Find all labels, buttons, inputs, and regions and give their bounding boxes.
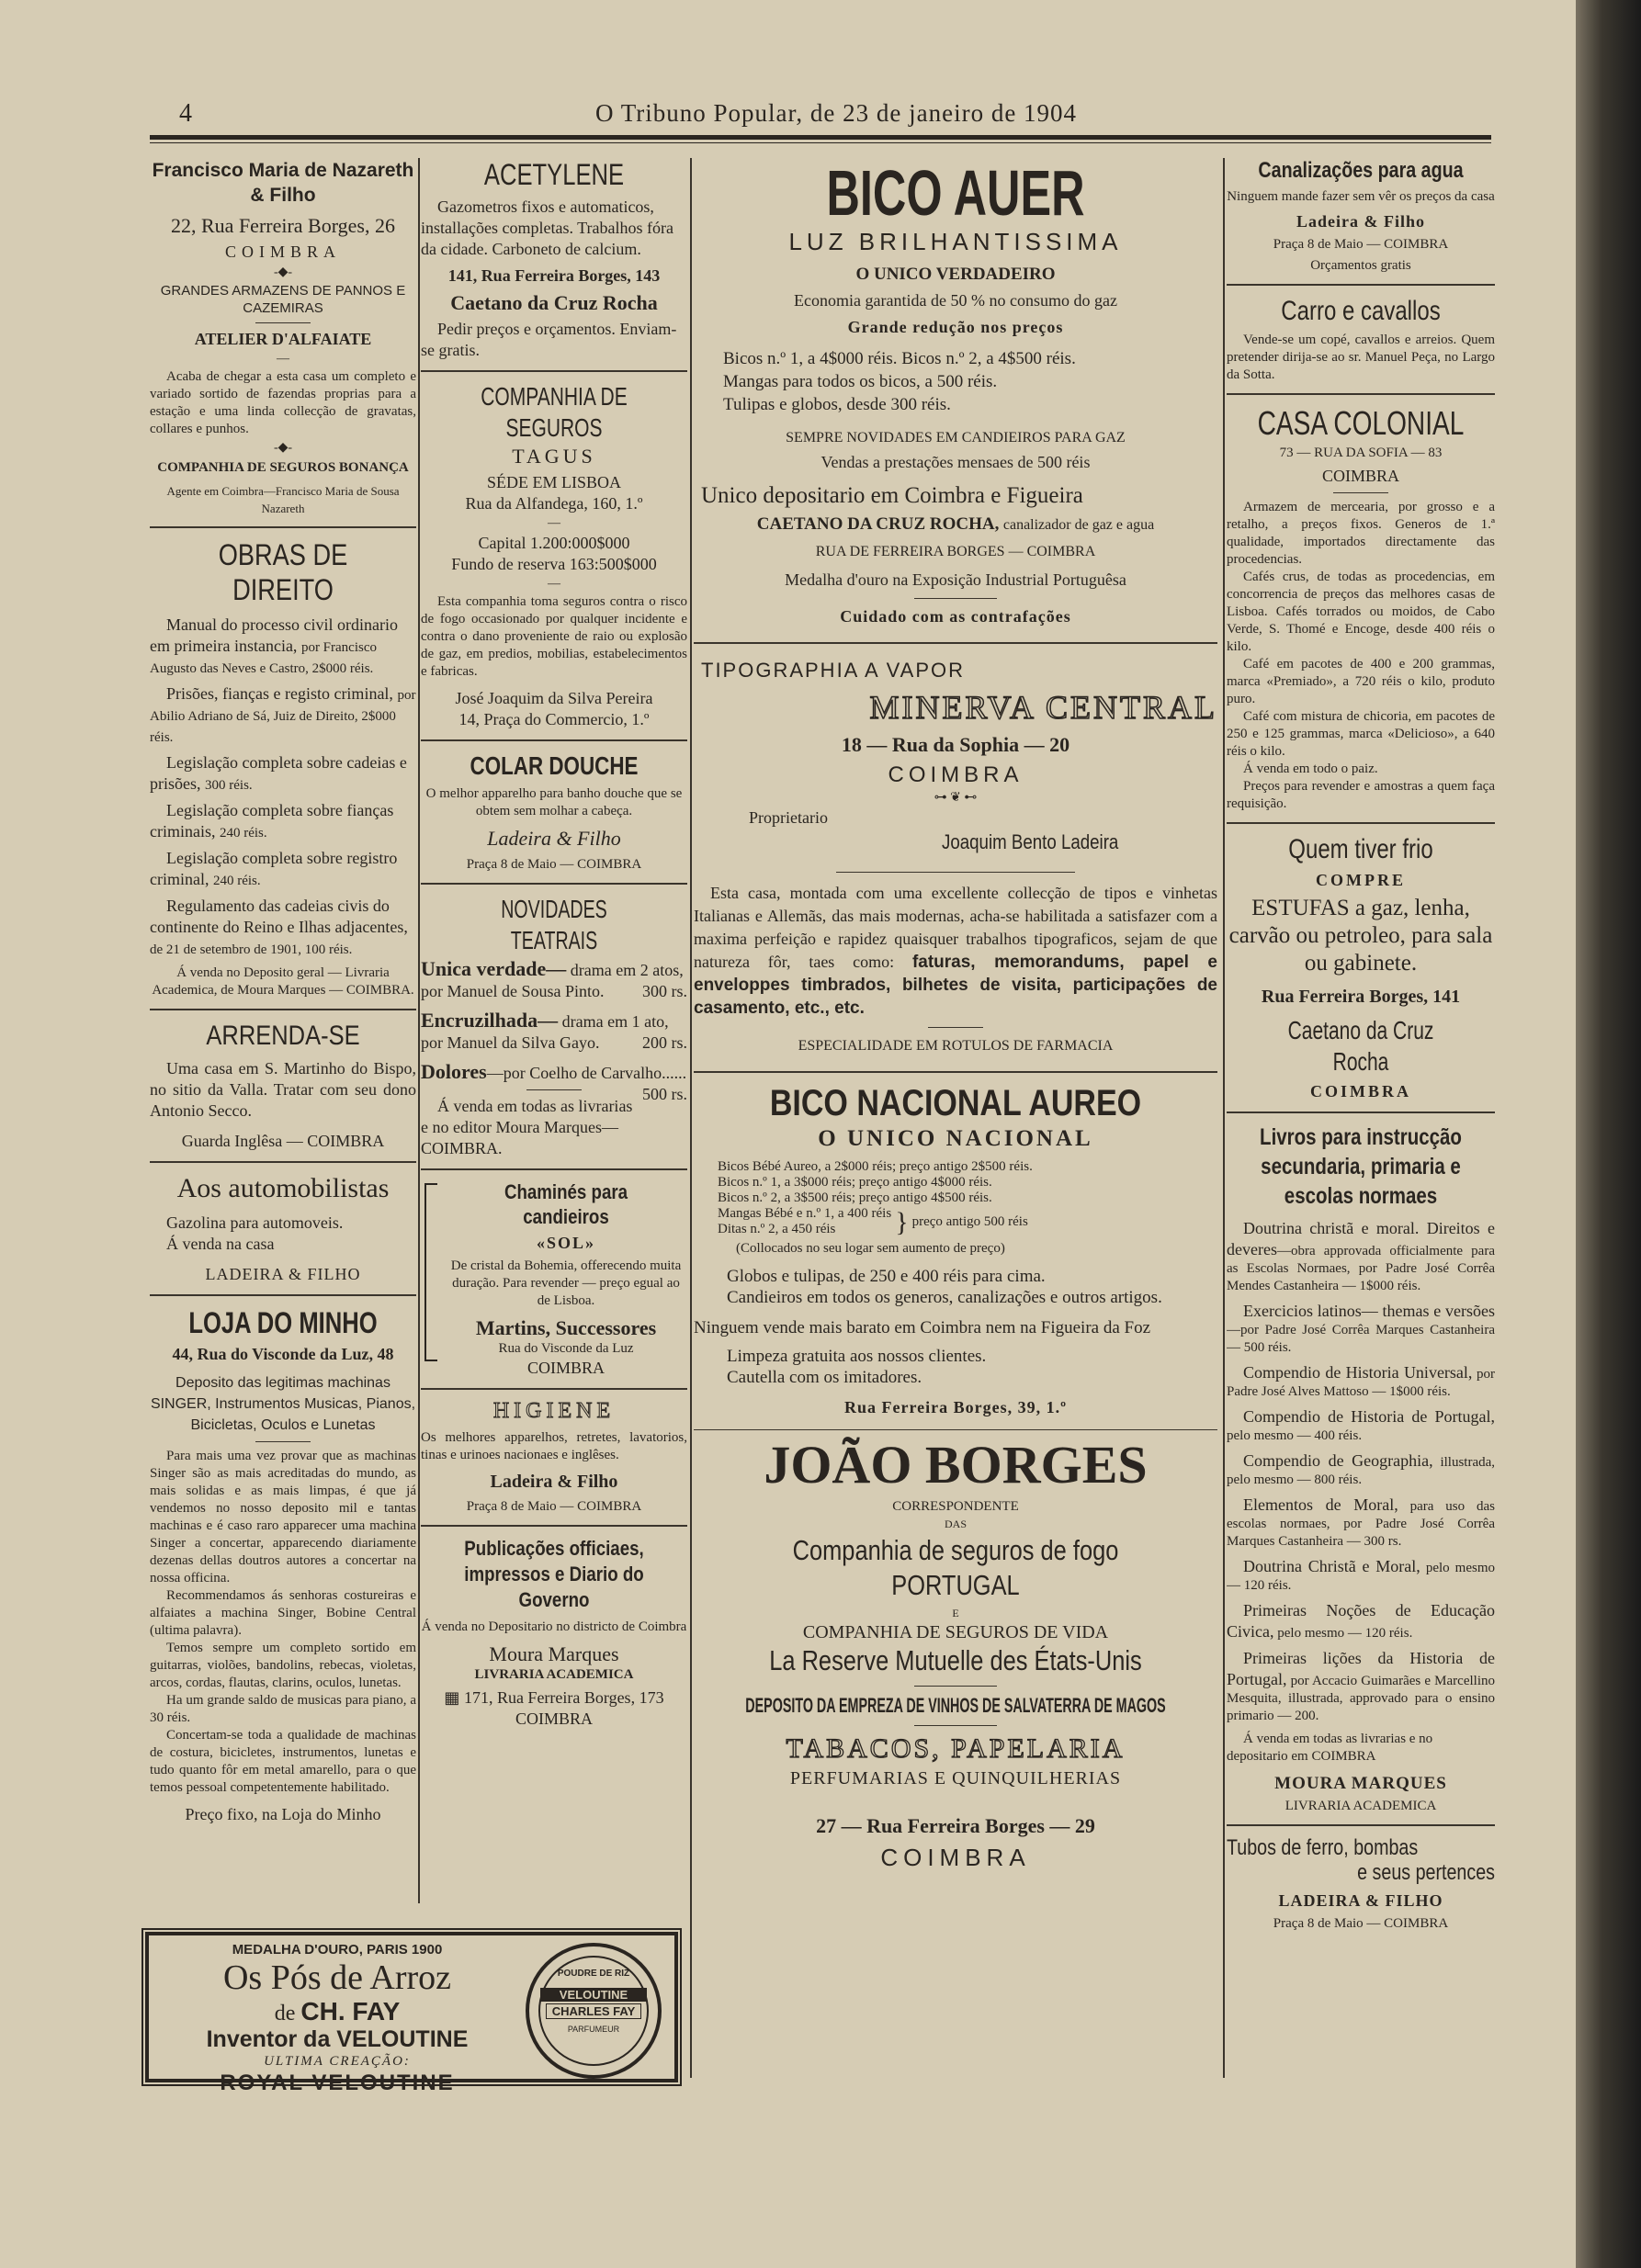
sale-note: Á venda em todas as livrarias e no depositario em COIMBRA xyxy=(1227,1732,1433,1764)
ad-title: ACETYLENE xyxy=(483,158,625,191)
ad-body: Recommendamos ás senhoras costureiras e alfaiates a machina Singer, Bobine Central (ultima palavra). xyxy=(150,1588,416,1638)
ad-chamines xyxy=(421,1179,687,1379)
ad-tipographia xyxy=(694,659,1217,1056)
ad-casa-colonial xyxy=(1227,404,1495,813)
ad-title: Canalizações para agua xyxy=(1258,158,1464,183)
ad-depositary: Unico depositario em Coimbra e Figueira xyxy=(701,483,1083,508)
ad-address: RUA DE FERREIRA BORGES — COIMBRA xyxy=(815,544,1096,559)
ad-subtitle: LUZ BRILHANTISSIMA xyxy=(788,228,1123,255)
book-list xyxy=(1227,1218,1495,1725)
book-desc: por Padre José Alves Mattoso — 1$000 réis. xyxy=(1227,1367,1495,1399)
ad-title: COMPANHIA DE SEGUROS xyxy=(481,382,628,442)
play-desc: drama em 1 ato, por Manuel da Silva Gayo. xyxy=(421,1012,669,1052)
ad-name: Caetano da Cruz Rocha xyxy=(450,291,658,314)
price-item: Bicos n.º 1, a 4$000 réis. Bicos n.º 2, a 4$500 réis. xyxy=(723,349,1076,368)
ad-subtitle: TAGUS xyxy=(512,445,596,468)
book-title: Exercicios latinos— themas e versões xyxy=(1243,1302,1495,1320)
ad-title: Chaminés para candieiros xyxy=(504,1180,628,1228)
ad-sign: Ladeira & Filho xyxy=(490,1472,618,1492)
ad-joao-borges xyxy=(694,1436,1217,1872)
play-price: 300 rs. xyxy=(642,982,687,1000)
ad-subtitle: COMPRE xyxy=(1316,871,1406,889)
book-title: Compendio de Historia de Portugal, xyxy=(1243,1407,1495,1426)
book-title: Legislação completa sobre cadeias e prisões, xyxy=(150,753,407,793)
ornament: — xyxy=(548,577,560,591)
book-desc: para uso das escolas normaes, por Padre José Corrêa Marques Castanheira — 300 rs. xyxy=(1227,1499,1495,1549)
ad-agent-address: 14, Praça do Commercio, 1.º xyxy=(458,710,650,728)
ad-body: Preços para revender e amostras a quem faça requisição. xyxy=(1227,779,1495,811)
ad-capital: Capital 1.200:000$000 xyxy=(478,534,630,552)
ad-city: COIMBRA xyxy=(515,1709,593,1728)
book-desc: 240 réis. xyxy=(212,874,261,888)
ad-medal: Medalha d'ouro na Exposição Industrial Portuguêsa xyxy=(785,570,1126,589)
ad-seat: SÉDE EM LISBOA xyxy=(486,473,621,491)
ad-name: Caetano da Cruz Rocha xyxy=(1287,1016,1434,1076)
ad-ch-fay xyxy=(145,1932,678,2095)
book-desc: por Francisco Augusto das Neves e Castro, 2$000 réis. xyxy=(150,640,377,676)
book-desc: —obra approvada officialmente para as Escolas Normaes, por Padre José Corrêa Mendes Castanheira — 1$000 réis. xyxy=(1227,1244,1495,1293)
ornament: -◆- xyxy=(273,441,293,455)
ad-title: LOJA DO MINHO xyxy=(188,1306,378,1339)
ad-colar-douche xyxy=(421,750,687,874)
divider xyxy=(914,598,997,599)
book-item xyxy=(150,752,416,795)
ad-address: Rua da Alfandega, 160, 1.º xyxy=(465,494,643,513)
play-title: Dolores xyxy=(421,1060,487,1083)
page-header xyxy=(179,96,1493,132)
divider xyxy=(1227,1111,1495,1113)
ad-body: Gazolina para automoveis. xyxy=(166,1213,344,1232)
ad-bico-auer xyxy=(694,158,1217,627)
book-desc: illustrada, pelo mesmo — 800 réis. xyxy=(1227,1455,1495,1487)
ad-address: 18 — Rua da Sophia — 20 xyxy=(841,733,1070,756)
fay-ultima: ULTIMA CREAÇÃO: xyxy=(264,2054,411,2069)
book-title: Prisões, fianças e registo criminal, xyxy=(166,684,393,703)
ad-subtitle: «SOL» xyxy=(536,1234,596,1252)
ad-name-line xyxy=(694,513,1217,536)
ad-note: Orçamentos gratis xyxy=(1310,258,1411,273)
book-item xyxy=(150,896,416,959)
ad-bico-aureo xyxy=(694,1082,1217,1418)
book-item xyxy=(1227,1301,1495,1357)
ad-title: Aos automobilistas xyxy=(176,1173,390,1203)
ad-body: Á venda na casa xyxy=(166,1235,275,1253)
ad-title: COLAR DOUCHE xyxy=(470,751,639,780)
ad-name: CAETANO DA CRUZ ROCHA, xyxy=(756,514,1000,534)
ad-address: 27 — Rua Ferreira Borges — 29 xyxy=(816,1814,1095,1837)
book-item xyxy=(1227,1362,1495,1401)
book-title: Doutrina Christã e Moral, xyxy=(1243,1557,1420,1575)
ad-body: De cristal da Bohemia, offerecendo muita duração. Para revender — preço egual ao de Lisboa. xyxy=(450,1258,682,1308)
ad-title: Publicações officiaes, impressos e Diario do Governo xyxy=(464,1537,644,1611)
bookmark-icon: ▦ xyxy=(444,1688,460,1707)
book-item xyxy=(1227,1648,1495,1725)
ad-name: Moura Marques xyxy=(489,1642,619,1665)
divider xyxy=(150,1009,416,1010)
seal-text: POUDRE DE RIZ xyxy=(557,1969,630,1979)
column-3 xyxy=(694,158,1217,2133)
ad-name: Martins, Successores xyxy=(475,1316,657,1339)
ad-body: Pedir preços e orçamentos. Enviam-se gratis. xyxy=(421,320,677,359)
ad-body: Café em pacotes de 400 e 200 grammas, marca «Premiado», a 720 réis o kilo, produto puro. xyxy=(1227,657,1495,706)
ornament: -◆- xyxy=(273,265,293,279)
ad-title: NOVIDADES TEATRAIS xyxy=(501,895,607,954)
ad-title: ARRENDA-SE xyxy=(206,1021,360,1051)
ad-body: Globos e tulipas, de 250 e 400 réis para cima. xyxy=(727,1267,1046,1286)
price-list xyxy=(723,347,1217,416)
ad-perfumarias: PERFUMARIAS E QUINQUILHERIAS xyxy=(789,1768,1122,1788)
ad-body: O melhor apparelho para banho douche que se obtem sem molhar a cabeça. xyxy=(425,786,683,818)
ad-novidades xyxy=(421,894,687,1159)
ad-subtitle: LIVRARIA ACADEMICA xyxy=(1285,1799,1437,1813)
ad-agent: José Joaquim da Silva Pereira xyxy=(455,689,653,707)
ad-body: Ninguem mande fazer sem vêr os preços da casa xyxy=(1227,189,1495,204)
fay-royal: ROYAL VELOUTINE xyxy=(220,2071,455,2095)
play-desc: —por Coelho de Carvalho...... xyxy=(486,1064,687,1082)
ad-obras-direito xyxy=(150,537,416,999)
ad-line: DAS xyxy=(944,1518,967,1530)
ad-address: 44, Rua do Visconde da Luz, 48 xyxy=(172,1345,394,1363)
ad-body: Gazometros fixos e automaticos, installações completas. Trabalhos fóra da cidade. Carboneto de calcium. xyxy=(421,197,673,258)
book-item xyxy=(1227,1495,1495,1551)
book-item xyxy=(150,683,416,747)
ad-body: ESTUFAS a gaz, lenha, carvão ou petroleo, para sala ou gabinete. xyxy=(1228,896,1493,976)
book-desc: 300 réis. xyxy=(205,778,253,793)
ad-body: Temos sempre um completo sortido em guitarras, violões, bandolins, rebecas, violetas, arcos, cordas, flautas, clarins, oculos, lunetas. xyxy=(150,1641,416,1690)
play-title: Encruzilhada— xyxy=(421,1009,559,1032)
page-gutter xyxy=(1576,0,1641,2268)
ad-title: BICO AUER xyxy=(826,158,1085,229)
bracket xyxy=(424,1183,437,1361)
price-row: Bicos n.º 1, a 3$000 réis; preço antigo 4$000 réis. xyxy=(718,1175,992,1190)
price-row: Ditas n.º 2, a 450 réis xyxy=(718,1222,836,1236)
ad-insurer: COMPANHIA DE SEGUROS BONANÇA xyxy=(157,460,409,475)
ad-loja-minho xyxy=(150,1305,416,1825)
ad-address: Praça 8 de Maio — COIMBRA xyxy=(466,857,642,872)
seal-text: CHARLES FAY xyxy=(546,2003,641,2019)
ad-installments: Vendas a prestações mensaes de 500 réis xyxy=(820,453,1091,471)
ad-line: E xyxy=(952,1607,959,1619)
price-row: Bicos n.º 2, a 3$500 réis; preço antigo 4$500 réis. xyxy=(718,1190,992,1205)
ad-sign: Ladeira & Filho xyxy=(1296,212,1425,231)
divider xyxy=(421,739,687,741)
ad-sign: Ladeira & Filho xyxy=(487,827,621,850)
ad-subtitle: ATELIER D'ALFAIATE xyxy=(194,330,372,348)
column-4 xyxy=(1227,158,1495,2133)
ad-address: Praça 8 de Maio — COIMBRA xyxy=(1273,237,1449,252)
fay-name: CH. FAY xyxy=(300,1997,401,2025)
column-divider xyxy=(1223,158,1225,2078)
ad-sign: LADEIRA & FILHO xyxy=(1278,1891,1443,1910)
ad-city: COIMBRA xyxy=(526,1359,605,1377)
ad-address xyxy=(421,1687,687,1709)
ornament: — xyxy=(548,516,560,530)
ad-body: Café com mistura de chicoria, em pacotes de 250 e 125 grammas, marca «Delicioso», a 640 réis o kilo. xyxy=(1227,709,1495,759)
divider xyxy=(1227,393,1495,395)
sale-note: Á venda em todas as livrarias e no editor Moura Marques—COIMBRA. xyxy=(421,1097,633,1157)
book-title: Manual do processo civil ordinario em primeira instancia, xyxy=(150,615,398,655)
divider xyxy=(421,1388,687,1390)
ad-higiene xyxy=(421,1399,687,1516)
ad-arrenda xyxy=(150,1020,416,1152)
divider xyxy=(836,872,1075,873)
divider xyxy=(421,1525,687,1527)
play-price: 500 rs. xyxy=(642,1085,687,1103)
book-item xyxy=(150,848,416,890)
divider xyxy=(150,1161,416,1163)
ad-subtitle: O UNICO NACIONAL xyxy=(818,1126,1093,1151)
play-desc: drama em 2 atos, por Manuel de Sousa Pinto. xyxy=(421,961,684,1000)
ad-address: 73 — RUA DA SOFIA — 83 xyxy=(1279,446,1443,460)
column-1 xyxy=(150,158,416,1901)
price-row: preço antigo 500 réis xyxy=(911,1213,1028,1229)
ad-tubos xyxy=(1227,1835,1495,1933)
ad-novelty: SEMPRE NOVIDADES EM CANDIEIROS PARA GAZ xyxy=(786,430,1126,446)
divider xyxy=(421,370,687,372)
ad-city: COIMBRA xyxy=(1310,1082,1411,1100)
ad-name: MOURA MARQUES xyxy=(1274,1774,1447,1793)
ad-address: Rua Ferreira Borges, 141 xyxy=(1261,987,1461,1007)
owner-label: Proprietario xyxy=(749,808,828,827)
divider xyxy=(150,526,416,528)
seal-text: VELOUTINE xyxy=(540,1988,647,2002)
ad-body: Ha um grande saldo de musicas para piano, a 30 réis. xyxy=(150,1693,416,1725)
ad-sign: Preço fixo, na Loja do Minho xyxy=(185,1805,381,1823)
ad-address: Praça 8 de Maio — COIMBRA xyxy=(466,1499,642,1514)
fay-medal: MEDALHA D'OURO, PARIS 1900 xyxy=(232,1942,443,1958)
ad-body: Limpeza gratuita aos nossos clientes. xyxy=(727,1347,987,1366)
price-row: Mangas Bébé e n.º 1, a 400 réis xyxy=(718,1206,892,1221)
divider xyxy=(694,1429,1217,1430)
book-title: Regulamento das cadeias civis do continente do Reino e Ilhas adjacentes, xyxy=(150,897,408,936)
divider xyxy=(928,1027,983,1028)
seal-text: PARFUMEUR xyxy=(567,2025,620,2034)
ad-title: OBRAS DE DIREITO xyxy=(218,538,348,606)
divider xyxy=(694,1071,1217,1073)
ad-sign: Guarda Inglêsa — COIMBRA xyxy=(181,1132,385,1150)
divider xyxy=(914,1725,997,1726)
divider xyxy=(1227,822,1495,824)
ad-body: Cafés crus, de todas as procedencias, em concorrencia de preços das melhores casas de Lisboa. Cafés torrados ou moidos, de Cabo Verde, S. Thomé e Encoge, desde 400 réis o kilo. xyxy=(1227,570,1495,654)
ad-body: Á venda no Depositario no districto de Coimbra xyxy=(421,1619,687,1634)
book-item xyxy=(1227,1406,1495,1445)
price-item: Tulipas e globos, desde 300 réis. xyxy=(723,395,951,414)
price-table xyxy=(718,1159,1217,1257)
ad-body: Uma casa em S. Martinho do Bispo, no sitio da Valla. Tratar com seu dono Antonio Secco. xyxy=(150,1059,416,1120)
fay-text xyxy=(158,1941,516,2096)
ad-company: COMPANHIA DE SEGUROS DE VIDA xyxy=(802,1622,1109,1642)
ad-tagus xyxy=(421,381,687,730)
ad-quem-tiver-frio xyxy=(1227,833,1495,1102)
column-divider xyxy=(690,158,692,2078)
ad-agent: Agente em Coimbra—Francisco Maria de Sousa Nazareth xyxy=(166,484,400,515)
book-desc: 240 réis. xyxy=(219,826,267,841)
play-item xyxy=(421,1008,687,1054)
book-title: Elementos de Moral, xyxy=(1243,1495,1398,1514)
ad-body: Á venda em todo o paiz. xyxy=(1243,762,1378,776)
ad-line: Tubos de ferro, bombas xyxy=(1227,1835,1419,1860)
ad-body: Concertam-se toda a qualidade de machinas de costura, bicicletes, instrumentos, lunetas e tudo quanto fôr em metal amarello, para o que temos pessoal competentemente habilitado. xyxy=(150,1728,416,1795)
ad-body: Candieiros em todos os generos, canalizações e outros artigos. xyxy=(727,1288,1162,1307)
price-item: Mangas para todos os bicos, a 500 réis. xyxy=(723,372,998,391)
ad-body xyxy=(694,882,1217,1020)
book-desc: por Accacio Guimarães e Marcellino Mesquita, illustrada, approvado para o ensino primario — 200. xyxy=(1227,1674,1495,1723)
ad-subtitle: Deposito das legitimas machinas SINGER, Instrumentos Musicas, Pianos, Bicicletas, Oculos e Lunetas xyxy=(150,1375,416,1433)
address-text: 171, Rua Ferreira Borges, 173 xyxy=(463,1688,664,1707)
ad-tag: O UNICO VERDADEIRO xyxy=(855,265,1056,284)
fay-name-line xyxy=(158,1997,516,2026)
ad-body: Acaba de chegar a esta casa um completo e variado sortido de fazendas proprias para a estação e uma linda collecção de gravatas, collares e punhos. xyxy=(150,369,416,436)
ad-carro xyxy=(1227,295,1495,384)
fay-inventor: Inventor da VELOUTINE xyxy=(206,2026,469,2052)
ad-title: JOÃO BORGES xyxy=(764,1435,1148,1495)
brace: } xyxy=(895,1206,909,1237)
ornament: — xyxy=(277,352,289,366)
ad-city: COIMBRA xyxy=(888,762,1024,787)
ad-title: BICO NACIONAL AUREO xyxy=(769,1083,1142,1123)
ad-body: Para mais uma vez provar que as machinas Singer são as mais acreditadas do mundo, as mais solidas e as mais limpas, é que já vendemos no nosso deposito mil e tantas machinas e é caso raro apparecer uma machina Singer a concertar, apparecendo diariamente dezenas dellas doutros autores a concertar na nossa officina. xyxy=(150,1449,416,1585)
book-item xyxy=(1227,1218,1495,1295)
header-rule-thin xyxy=(150,142,1491,143)
play-price: 200 rs. xyxy=(642,1033,687,1052)
divider xyxy=(255,1441,311,1442)
ad-address: 141, Rua Ferreira Borges, 143 xyxy=(447,266,661,285)
ad-nazareth xyxy=(150,158,416,517)
divider xyxy=(1227,1824,1495,1826)
price-row-pair xyxy=(718,1206,891,1237)
column-2 xyxy=(421,158,687,1901)
play-title: Unica verdade— xyxy=(421,957,567,980)
ad-title: Carro e cavallos xyxy=(1281,296,1441,326)
ad-reduction: Grande redução nos preços xyxy=(847,318,1064,336)
ad-body: Os melhores apparelhos, retretes, lavatorios, tinas e urinoes nacionaes e inglêses. xyxy=(421,1430,687,1462)
ad-title: Quem tiver frio xyxy=(1288,834,1433,864)
ad-livros xyxy=(1227,1123,1495,1815)
book-list xyxy=(150,615,416,959)
body-text: Esta casa, montada com uma excellente collecção de tipos e vinhetas Italianas e Allemãs, das mais modernas, acha-se habilitada a satisfazer com a maxima perfeição e rapidez quaisquer trabalhos tipograficos, sejam de que natureza fôr, taes como: xyxy=(694,884,1217,971)
ad-publicacoes xyxy=(421,1536,687,1730)
ad-body: Cautella com os imitadores. xyxy=(727,1368,922,1387)
book-desc: pelo mesmo — 400 réis. xyxy=(1227,1428,1363,1443)
book-title: Legislação completa sobre registro criminal, xyxy=(150,849,398,888)
ad-title: CASA COLONIAL xyxy=(1257,404,1465,442)
seal-inner xyxy=(538,1956,649,2066)
book-title: Doutrina christã e moral. Direitos e deveres xyxy=(1227,1219,1495,1258)
book-title: Compendio de Geographia, xyxy=(1243,1451,1433,1470)
ad-line: CORRESPONDENTE xyxy=(892,1499,1019,1514)
ad-tabacos: TABACOS, PAPELARIA xyxy=(786,1733,1126,1764)
price-note: (Collocados no seu logar sem aumento de preço) xyxy=(736,1241,1005,1256)
ad-reserve: Fundo de reserva 163:500$000 xyxy=(451,555,657,573)
book-title: Compendio de Historia Universal, xyxy=(1243,1363,1473,1382)
ad-line: GRANDES ARMAZENS DE PANNOS E CAZEMIRAS xyxy=(160,283,406,316)
divider xyxy=(1227,284,1495,286)
ad-city: COIMBRA xyxy=(224,243,341,261)
fay-title: Os Pós de Arroz xyxy=(222,1958,452,1997)
ad-address: 22, Rua Ferreira Borges, 26 xyxy=(171,214,395,237)
ad-title: Francisco Maria de Nazareth & Filho xyxy=(152,160,414,206)
book-item xyxy=(150,800,416,842)
divider xyxy=(694,642,1217,644)
ad-acetylene xyxy=(421,158,687,361)
ad-title: Livros para instrucção secundaria, primaria e escolas normaes xyxy=(1260,1124,1462,1209)
ad-body: Armazem de mercearia, por grosso e a retalho, a preços fixos. Generos de 1.ª qualidade, importados directamente das procedencias. xyxy=(1227,500,1495,567)
ad-title: HIGIENE xyxy=(492,1399,616,1423)
ad-claim: Ninguem vende mais barato em Coimbra nem na Figueira da Foz xyxy=(694,1318,1151,1337)
ad-line: e seus pertences xyxy=(1357,1860,1495,1885)
veloutine-box-image xyxy=(526,1943,662,2079)
ad-owner xyxy=(694,807,1217,863)
book-title: Primeiras Noções de Educação Civica, xyxy=(1227,1601,1495,1641)
book-item xyxy=(1227,1556,1495,1595)
ad-city: COIMBRA xyxy=(1321,467,1399,485)
book-item xyxy=(1227,1600,1495,1642)
ad-economy: Economia garantida de 50 % no consumo do gaz xyxy=(794,291,1117,310)
sale-note: Á venda no Deposito geral — Livraria Academica, de Moura Marques — COIMBRA. xyxy=(152,965,414,998)
ad-city: COIMBRA xyxy=(880,1844,1031,1871)
book-title: Primeiras lições da Historia de Portugal, xyxy=(1227,1649,1495,1688)
book-desc: —por Padre José Corrêa Marques Castanheira — 500 réis. xyxy=(1227,1323,1495,1355)
ad-address: Praça 8 de Maio — COIMBRA xyxy=(1273,1916,1449,1931)
book-item xyxy=(150,615,416,678)
ad-name-sub: canalizador de gaz e agua xyxy=(1002,517,1155,533)
divider xyxy=(1333,492,1388,493)
ad-sign: LADEIRA & FILHO xyxy=(205,1265,361,1283)
play-item xyxy=(421,1059,687,1103)
divider xyxy=(421,1168,687,1170)
ad-warning: Cuidado com as contrafações xyxy=(840,607,1071,626)
ad-company: Companhia de seguros de fogo PORTUGAL xyxy=(792,1534,1119,1601)
ad-body: Vende-se um copé, cavallos e arreios. Quem pretender dirija-se ao sr. Manuel Peça, no Largo da Sotta. xyxy=(1227,333,1495,382)
ad-specialty: ESPECIALIDADE EM ROTULOS DE FARMACIA xyxy=(798,1038,1114,1054)
ad-subtitle: LIVRARIA ACADEMICA xyxy=(474,1667,634,1682)
divider xyxy=(150,1294,416,1296)
ad-line: TIPOGRAPHIA A VAPOR xyxy=(701,659,966,682)
ad-deposit: DEPOSITO DA EMPREZA DE VINHOS DE SALVATERRA DE MAGOS xyxy=(745,1694,1166,1717)
fay-de: de xyxy=(274,2002,296,2025)
price-row-group xyxy=(718,1206,1217,1237)
page-number: 4 xyxy=(179,99,192,128)
book-title: Legislação completa sobre fianças criminais, xyxy=(150,801,394,841)
book-item xyxy=(1227,1450,1495,1489)
book-desc: por Abilio Adriano de Sá, Juiz de Direito, 2$000 réis. xyxy=(150,688,416,745)
play-item xyxy=(421,956,687,1002)
ad-address: Rua do Visconde da Luz xyxy=(498,1341,634,1356)
ad-canalizacoes xyxy=(1227,158,1495,275)
column-divider xyxy=(418,158,420,1903)
ad-address: Rua Ferreira Borges, 39, 1.º xyxy=(843,1398,1068,1416)
owner-name: Joaquim Bento Ladeira xyxy=(942,830,1119,853)
divider xyxy=(255,322,311,323)
book-desc: pelo mesmo — 120 réis. xyxy=(1277,1626,1413,1641)
divider xyxy=(421,883,687,885)
ornament: ⊶ ❦ ⊷ xyxy=(934,791,978,805)
book-desc: de 21 de setembro de 1901, 100 réis. xyxy=(150,942,353,957)
body-bold: faturas, memorandums, papel e enveloppes timbrados, bilhetes de visita, participações de casamento, etc., etc. xyxy=(694,953,1217,1018)
ad-title: MINERVA CENTRAL xyxy=(869,689,1217,726)
price-row: Bicos Bébé Aureo, a 2$000 réis; preço antigo 2$500 réis. xyxy=(718,1159,1033,1174)
ad-automobilistas xyxy=(150,1172,416,1285)
divider xyxy=(526,1089,582,1090)
book-desc: pelo mesmo — 120 réis. xyxy=(1227,1561,1495,1593)
ad-body: Esta companhia toma seguros contra o risco de fogo occasionado por qualquer incidente e contra o dano proveniente de raio ou explosão de gaz, em predios, mobilias, estabelecimentos e fabricas. xyxy=(421,594,687,679)
masthead-title: O Tribuno Popular, de 23 de janeiro de 1904 xyxy=(594,99,1078,127)
header-rule xyxy=(150,135,1491,140)
divider xyxy=(914,1686,997,1687)
ad-company: La Reserve Mutuelle des États-Unis xyxy=(769,1644,1142,1676)
